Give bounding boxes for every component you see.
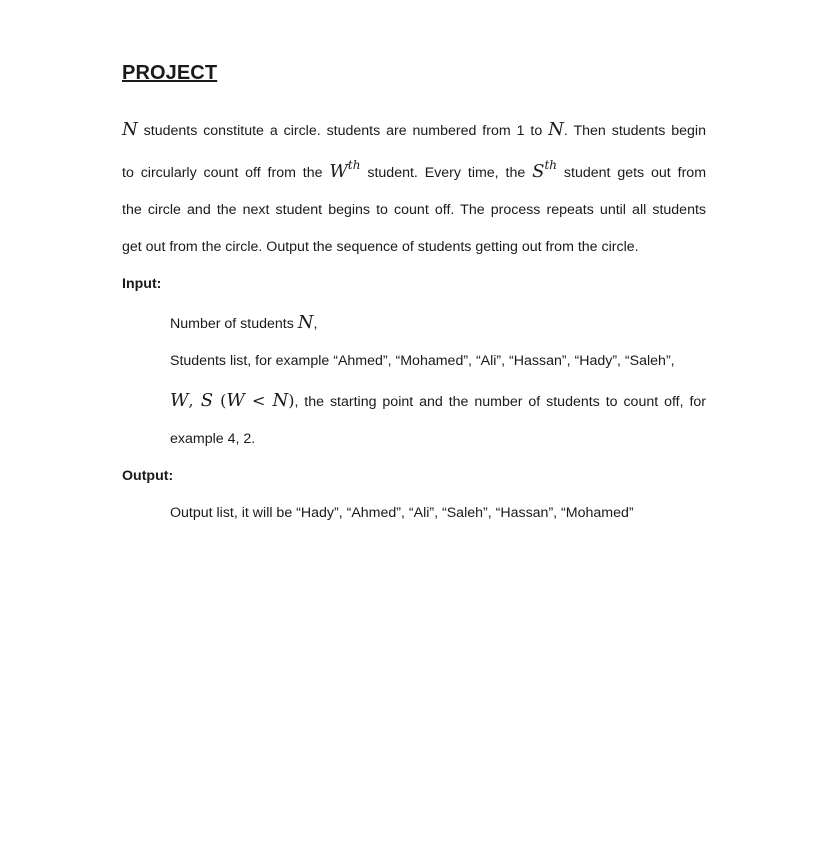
output-list: Output list, it will be “Hady”, “Ahmed”, “Ali”, “Saleh”, “Hassan”, “Mohamed” [170,505,634,521]
math-superscript: th [347,158,361,172]
input-example: example 4, 2. [170,431,256,447]
description-text: student gets out from [563,165,707,181]
input-label: Input: [122,276,162,292]
input-ws-line [170,391,706,412]
math-s: S [532,161,545,182]
description-line-3: the circle and the next student begins to count off. The process repeats until all students [122,202,706,218]
description-line-4: get out from the circle. Output the sequence of students getting out from the circle. [122,239,639,255]
math-less-than: < [244,391,273,410]
input-students-list: Students list, for example “Ahmed”, “Mohamed”, “Ali”, “Hassan”, “Hady”, “Saleh”, [170,353,675,369]
math-n: N [122,119,138,140]
math-s: S [200,390,214,411]
description-line-2 [122,158,707,183]
math-w: W [170,390,189,411]
input-text: , [313,316,318,332]
description-text: to circularly count off from the [122,165,323,181]
math-comma: , [188,391,201,410]
math-n: N [297,312,314,333]
math-n: N [272,390,289,411]
math-w: W [226,390,245,411]
description-line-1 [122,120,706,141]
description-text: . Then students begin [563,123,706,139]
input-text: Number of students [170,316,294,332]
page-title: PROJECT [122,62,218,84]
input-text: , the starting point and the number of students to count off, for [294,394,707,410]
description-text: student. Every time, the [367,165,526,181]
math-paren: ( [213,391,227,410]
math-w: W [329,161,348,182]
output-label: Output: [122,468,174,484]
description-text: students constitute a circle. students are numbered from 1 to [143,123,543,139]
math-superscript: th [544,158,558,172]
math-paren: ) [288,391,295,410]
input-number-of-students [170,313,317,334]
math-n: N [548,119,564,140]
